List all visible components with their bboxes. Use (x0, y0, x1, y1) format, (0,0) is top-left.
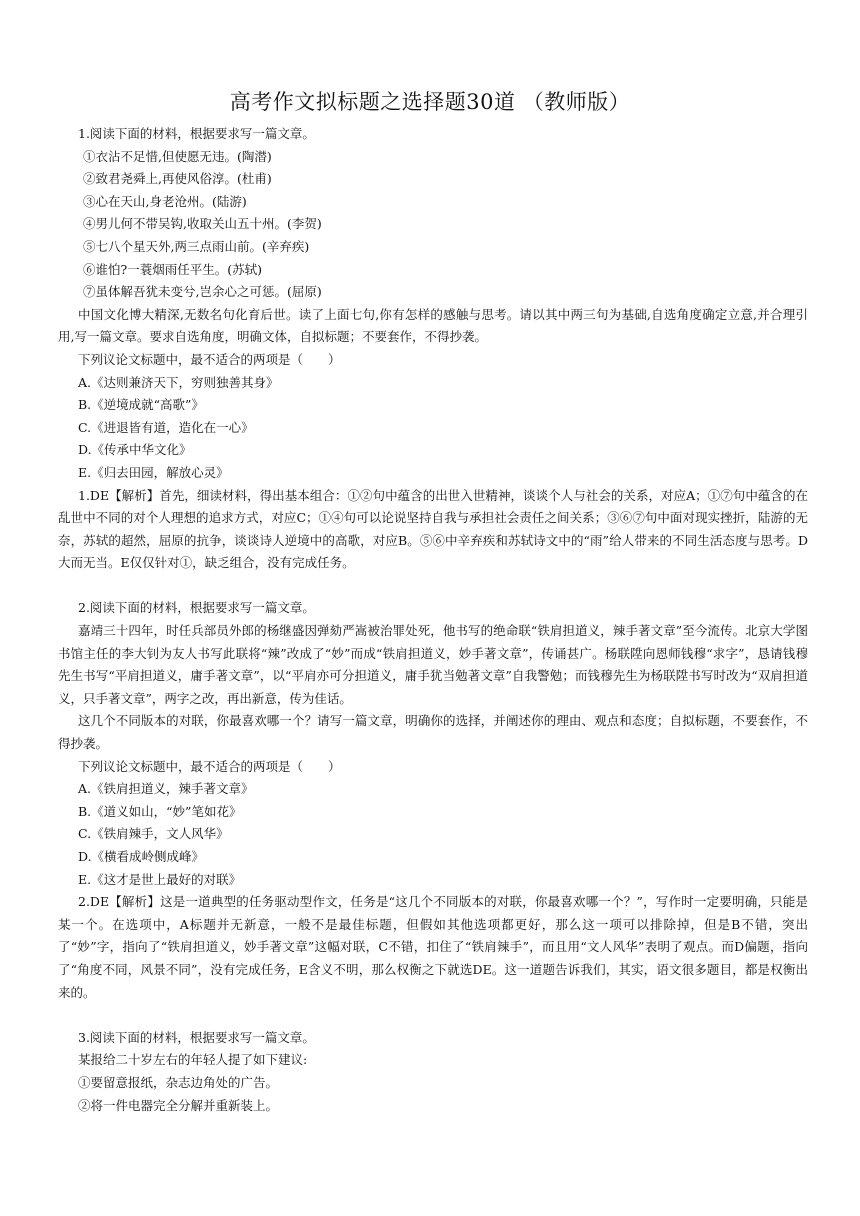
q2-option-a: A.《铁肩担道义，辣手著文章》 (78, 781, 254, 797)
q2-answer: 2.DE【解析】这是一道典型的任务驱动型作文，任务是“这几个不同版本的对联，你最喜欢哪一个？”，写作时一定要明确，只能是某一个。在选项中，A标题并无新意，一般不是最佳标题，但假如其他选项都更好，那么这一项可以排除掉，但是B不错，突出了“妙”字，指向了“铁肩担道义，妙手著文章”这幅对联，C不错，扣住了“铁肩辣手”，而且用“文人风华”表明了观点。而D偏题，指向了“角度不同，风景不同”，没有完成任务，E含义不明，那么权衡之下就选DE。这一道题告诉我们，其实，语文很多题目，都是权衡出来的。 (58, 894, 808, 1000)
q1-poem-3: ③心在天山,身老沧州。(陆游) (83, 193, 247, 209)
q1-poem-4: ④男儿何不带吴钩,收取关山五十州。(李贺) (83, 216, 322, 232)
q1-poem-7: ⑦虽体解吾犹未变兮,岂余心之可惩。(屈原) (83, 284, 322, 300)
q3-item-2: ②将一件电器完全分解并重新装上。 (78, 1097, 279, 1113)
q1-material: 中国文化博大精深,无数名句化育后世。读了上面七句,你有怎样的感触与思考。请以其中两三句为基础,自选角度确定立意,并合理引用,写一篇文章。要求自选角度，明确文体，自拟标题；不要套作，不得抄袭。 (58, 306, 808, 345)
q2-option-b: B.《道义如山，“妙”笔如花》 (78, 803, 242, 819)
q1-poem-6: ⑥谁怕?一蓑烟雨任平生。(苏轼) (83, 261, 262, 277)
q1-question: 下列议论文标题中，最不适合的两项是（ ） (78, 351, 341, 367)
q1-option-b: B.《逆境成就“高歌”》 (78, 397, 204, 413)
section-gap (58, 1004, 808, 1027)
q3-intro: 某报给二十岁左右的年轻人提了如下建议: (78, 1052, 308, 1068)
q1-poem-2: ②致君尧舜上,再使风俗淳。(杜甫) (83, 171, 272, 187)
q1-stem: 1.阅读下面的材料，根据要求写一篇文章。 (78, 126, 315, 141)
q1-option-a: A.《达则兼济天下，穷则独善其身》 (78, 374, 279, 390)
page-title: 高考作文拟标题之选择题30道 （教师版） (229, 90, 631, 114)
q1-poem-5: ⑤七八个星天外,两三点雨山前。(辛弃疾) (83, 238, 310, 254)
q2-question: 下列议论文标题中，最不适合的两项是（ ） (78, 758, 341, 774)
document-body (58, 123, 808, 1117)
q2-option-c: C.《铁肩辣手，文人风华》 (78, 826, 229, 842)
q3-stem: 3.阅读下面的材料，根据要求写一篇文章。 (78, 1029, 315, 1045)
q3-item-1: ①要留意报纸，杂志边角处的广告。 (78, 1074, 279, 1090)
q2-option-e: E.《这才是世上最好的对联》 (78, 871, 242, 887)
section-gap (58, 575, 808, 598)
q1-option-d: D.《传承中华文化》 (78, 442, 192, 458)
q1-poem-1: ①衣沾不足惜,但使愿无违。(陶潜) (83, 148, 272, 164)
q1-option-e: E.《归去田园，解放心灵》 (78, 464, 229, 480)
q2-material-1: 嘉靖三十四年，时任兵部员外郎的杨继盛因弹劾严嵩被治罪处死，他书写的绝命联“铁肩担道义，辣手著文章”至今流传。北京大学图书馆主任的李大钊为友人书写此联将“辣”改成了“妙”而成“铁肩担道义，妙手著文章”，传诵甚广。杨联陞向恩师钱穆“求字”，恳请钱穆先生书写“平肩担道义，庸手著文章”，以“平肩亦可分担道义，庸手犹当勉著文章”自我警勉；而钱穆先生为杨联陞书写时改为“双肩担道义，只手著文章”，两字之改，再出新意，传为佳话。 (58, 623, 808, 706)
q1-answer: 1.DE【解析】首先，细读材料，得出基本组合：①②句中蕴含的出世入世精神，谈谈个人与社会的关系，对应A；①⑦句中蕴含的在乱世中不同的对个人理想的追求方式，对应C；①④句可以论说坚持自我与承担社会责任之间关系；③⑥⑦句中面对现实挫折，陆游的无奈，苏轼的超然，屈原的抗争，谈谈诗人逆境中的高歌，对应B。⑤⑥中辛弃疾和苏轼诗文中的“雨”给人带来的不同生活态度与思考。D大而无当。E仅仅针对①，缺乏组合，没有完成任务。 (58, 487, 808, 571)
q1-option-c: C.《进退皆有道，造化在一心》 (78, 419, 254, 435)
q2-option-d: D.《横看成岭侧成峰》 (78, 849, 205, 864)
q2-material-2: 这几个不同版本的对联，你最喜欢哪一个？请写一篇文章，明确你的选择，并阐述你的理由、观点和态度；自拟标题，不要套作，不得抄袭。 (58, 713, 808, 752)
q2-stem: 2.阅读下面的材料，根据要求写一篇文章。 (78, 600, 315, 616)
